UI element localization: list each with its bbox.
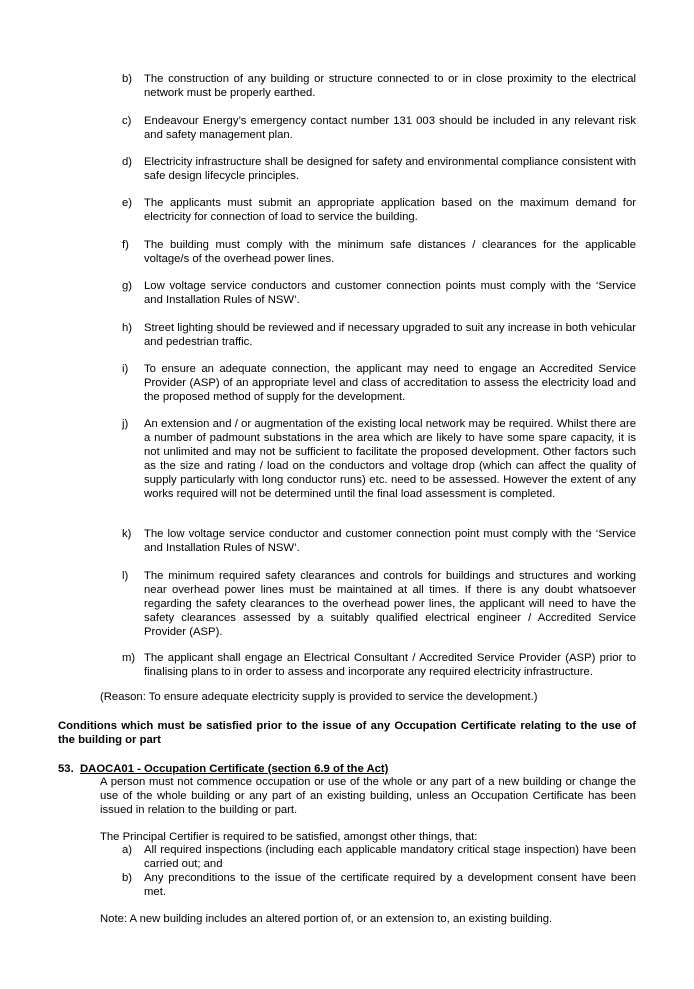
list-item-text: The construction of any building or structure connected to or in close proximity to the electrical network must be properly earthed.	[144, 73, 636, 99]
list-item-label: f)	[122, 239, 129, 251]
list-item-text: The low voltage service conductor and customer connection point must comply with the ‘Service and Installation Rules of NSW’.	[144, 528, 636, 554]
list-item-text: The building must comply with the minimum safe distances / clearances for the applicable voltage/s of the overhead power lines.	[144, 239, 636, 265]
list-item-label: e)	[122, 197, 133, 209]
list-item-label: h)	[122, 322, 133, 334]
list-item-label: b)	[122, 73, 133, 85]
condition-note: Note: A new building includes an altered portion of, or an extension to, an existing building.	[100, 913, 553, 925]
list-item-label: j)	[122, 418, 129, 430]
reason-statement: (Reason: To ensure adequate electricity supply is provided to service the development.)	[100, 691, 538, 703]
list-item-text: Endeavour Energy’s emergency contact number 131 003 should be included in any relevant risk and safety management plan.	[144, 115, 636, 141]
list-item-label: k)	[122, 528, 132, 540]
condition-paragraph: A person must not commence occupation or use of the whole or any part of a new building or change the use of the whole building or any part of an existing building, unless an Occupation Certificate has been issued in relation to the building or part.	[100, 776, 636, 816]
condition-title: DAOCA01 - Occupation Certificate (section 6.9 of the Act)	[80, 763, 389, 775]
condition-number: 53.	[58, 763, 74, 775]
section-heading: Conditions which must be satisfied prior to the issue of any Occupation Certificate relating to the use of the building or part	[58, 720, 636, 746]
sub-item-label: b)	[122, 872, 133, 884]
list-item-label: l)	[122, 570, 129, 582]
list-item-text: An extension and / or augmentation of the existing local network may be required. Whilst there are a number of padmount substations in the area which are likely to have some spare capacity, it is not unlimited and may not be sufficient to facilitate the proposed development. Other factors such as the size and rating / load on the conductors and voltage drop (which can affect the quality of supply particularly with long conductor runs) etc. need to be assessed. However the extent of any works required will not be determined until the final load assessment is completed.	[144, 418, 636, 500]
list-item-text: Electricity infrastructure shall be designed for safety and environmental compliance consistent with safe design lifecycle principles.	[144, 156, 636, 182]
sub-item-text: All required inspections (including each applicable mandatory critical stage inspection) have been carried out; and	[144, 844, 636, 870]
list-item-label: g)	[122, 280, 133, 292]
list-item-label: m)	[122, 652, 136, 664]
list-item-label: d)	[122, 156, 133, 168]
sub-item-label: a)	[122, 844, 133, 856]
sub-item-text: Any preconditions to the issue of the certificate required by a development consent have been met.	[144, 872, 636, 898]
list-item-label: c)	[122, 115, 132, 127]
list-item-text: Street lighting should be reviewed and if necessary upgraded to suit any increase in both vehicular and pedestrian traffic.	[144, 322, 636, 348]
list-item-label: i)	[122, 363, 129, 375]
condition-paragraph: The Principal Certifier is required to be satisfied, amongst other things, that:	[100, 831, 478, 843]
list-item-text: The minimum required safety clearances and controls for buildings and structures and working near overhead power lines must be maintained at all times. If there is any doubt whatsoever regarding the safety clearances to the overhead power lines, the applicant will need to have the safety clearances assessed by a suitably qualified electrical engineer / Accredited Service Provider (ASP).	[144, 570, 636, 638]
list-item-text: The applicants must submit an appropriate application based on the maximum demand for electricity for connection of load to service the building.	[144, 197, 636, 223]
list-item-text: Low voltage service conductors and customer connection points must comply with the ‘Service and Installation Rules of NSW’.	[144, 280, 636, 306]
list-item-text: To ensure an adequate connection, the applicant may need to engage an Accredited Service Provider (ASP) of an appropriate level and class of accreditation to assess the electricity load and the proposed method of supply for the development.	[144, 363, 636, 403]
list-item-text: The applicant shall engage an Electrical Consultant / Accredited Service Provider (ASP) prior to finalising plans to in order to assess and incorporate any required electricity infrastructure.	[144, 652, 636, 678]
